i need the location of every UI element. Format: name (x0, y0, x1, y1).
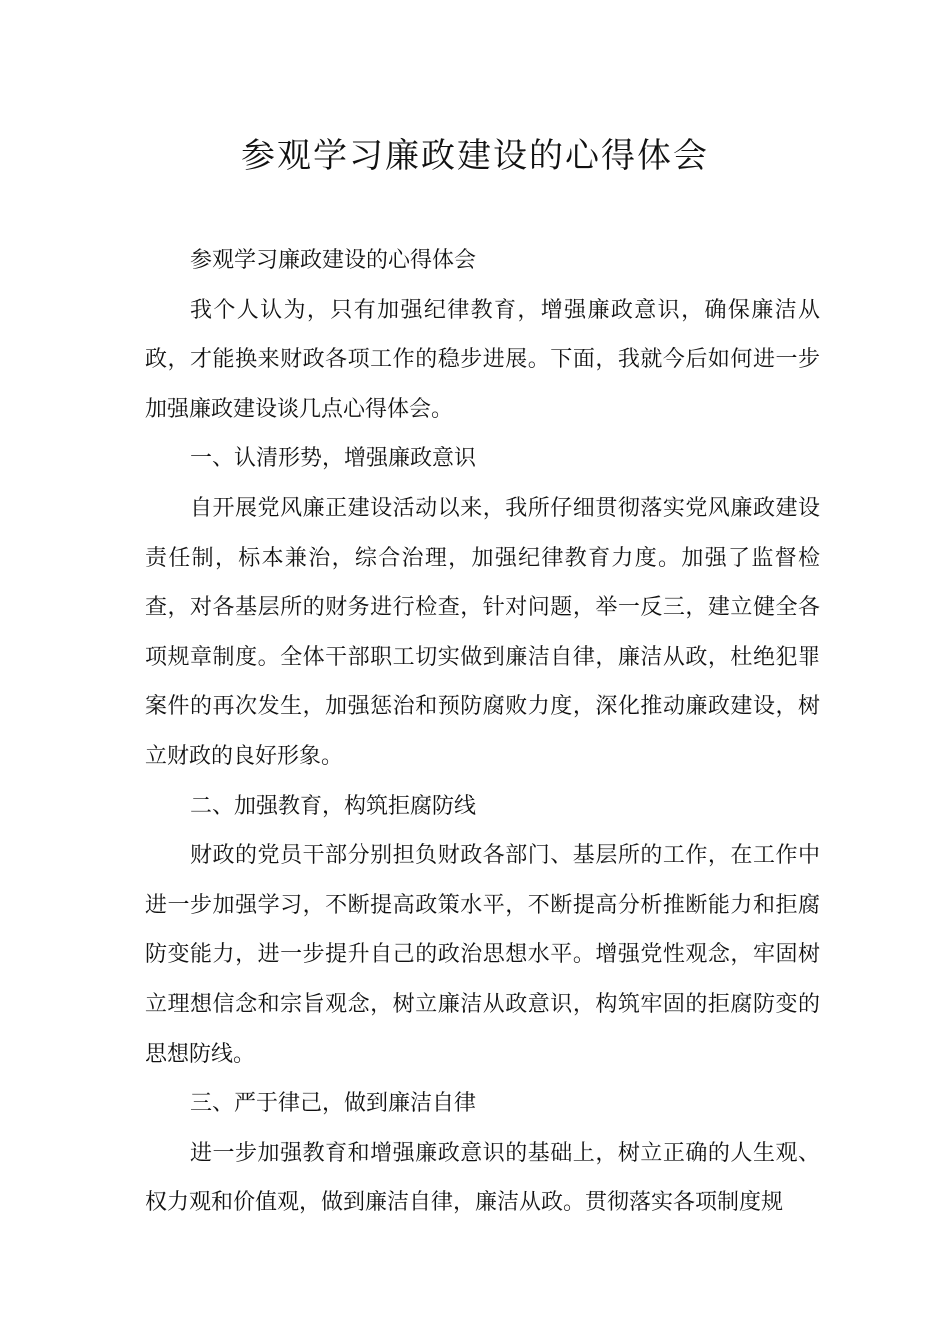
section-heading-1: 一、认清形势，增强廉政意识 (190, 446, 477, 472)
paragraph-intro: 我个人认为，只有加强纪律教育，增强廉政意识，确保廉洁从政，才能换来财政各项工作的稳步进展。下面，我就今后如何进一步加强廉政建设谈几点心得体会。 (145, 297, 820, 422)
paragraph-section-1: 自开展党风廉正建设活动以来，我所仔细贯彻落实党风廉政建设责任制，标本兼治，综合治理，加强纪律教育力度。加强了监督检查，对各基层所的财务进行检查，针对问题，举一反三，建立健全各项规章制度。全体干部职工切实做到廉洁自律，廉洁从政，杜绝犯罪案件的再次发生，加强惩治和预防腐败力度，深化推动廉政建设，树立财政的良好形象。 (145, 495, 820, 769)
paragraph-section-3: 进一步加强教育和增强廉政意识的基础上，树立正确的人生观、权力观和价值观，做到廉洁自律，廉洁从政。贯彻落实各项制度规 (145, 1140, 820, 1216)
section-heading-3: 三、严于律己，做到廉洁自律 (190, 1091, 477, 1117)
paragraph-section-2: 财政的党员干部分别担负财政各部门、基层所的工作，在工作中进一步加强学习，不断提高政策水平，不断提高分析推断能力和拒腐防变能力，进一步提升自己的政治思想水平。增强党性观念，牢固树立理想信念和宗旨观念，树立廉洁从政意识，构筑牢固的拒腐防变的思想防线。 (145, 843, 820, 1067)
document-title: 参观学习廉政建设的心得体会 (241, 136, 709, 176)
section-heading-2: 二、加强教育，构筑拒腐防线 (190, 793, 477, 819)
paragraph-subtitle: 参观学习廉政建设的心得体会 (190, 248, 477, 273)
document-body (145, 236, 820, 1228)
